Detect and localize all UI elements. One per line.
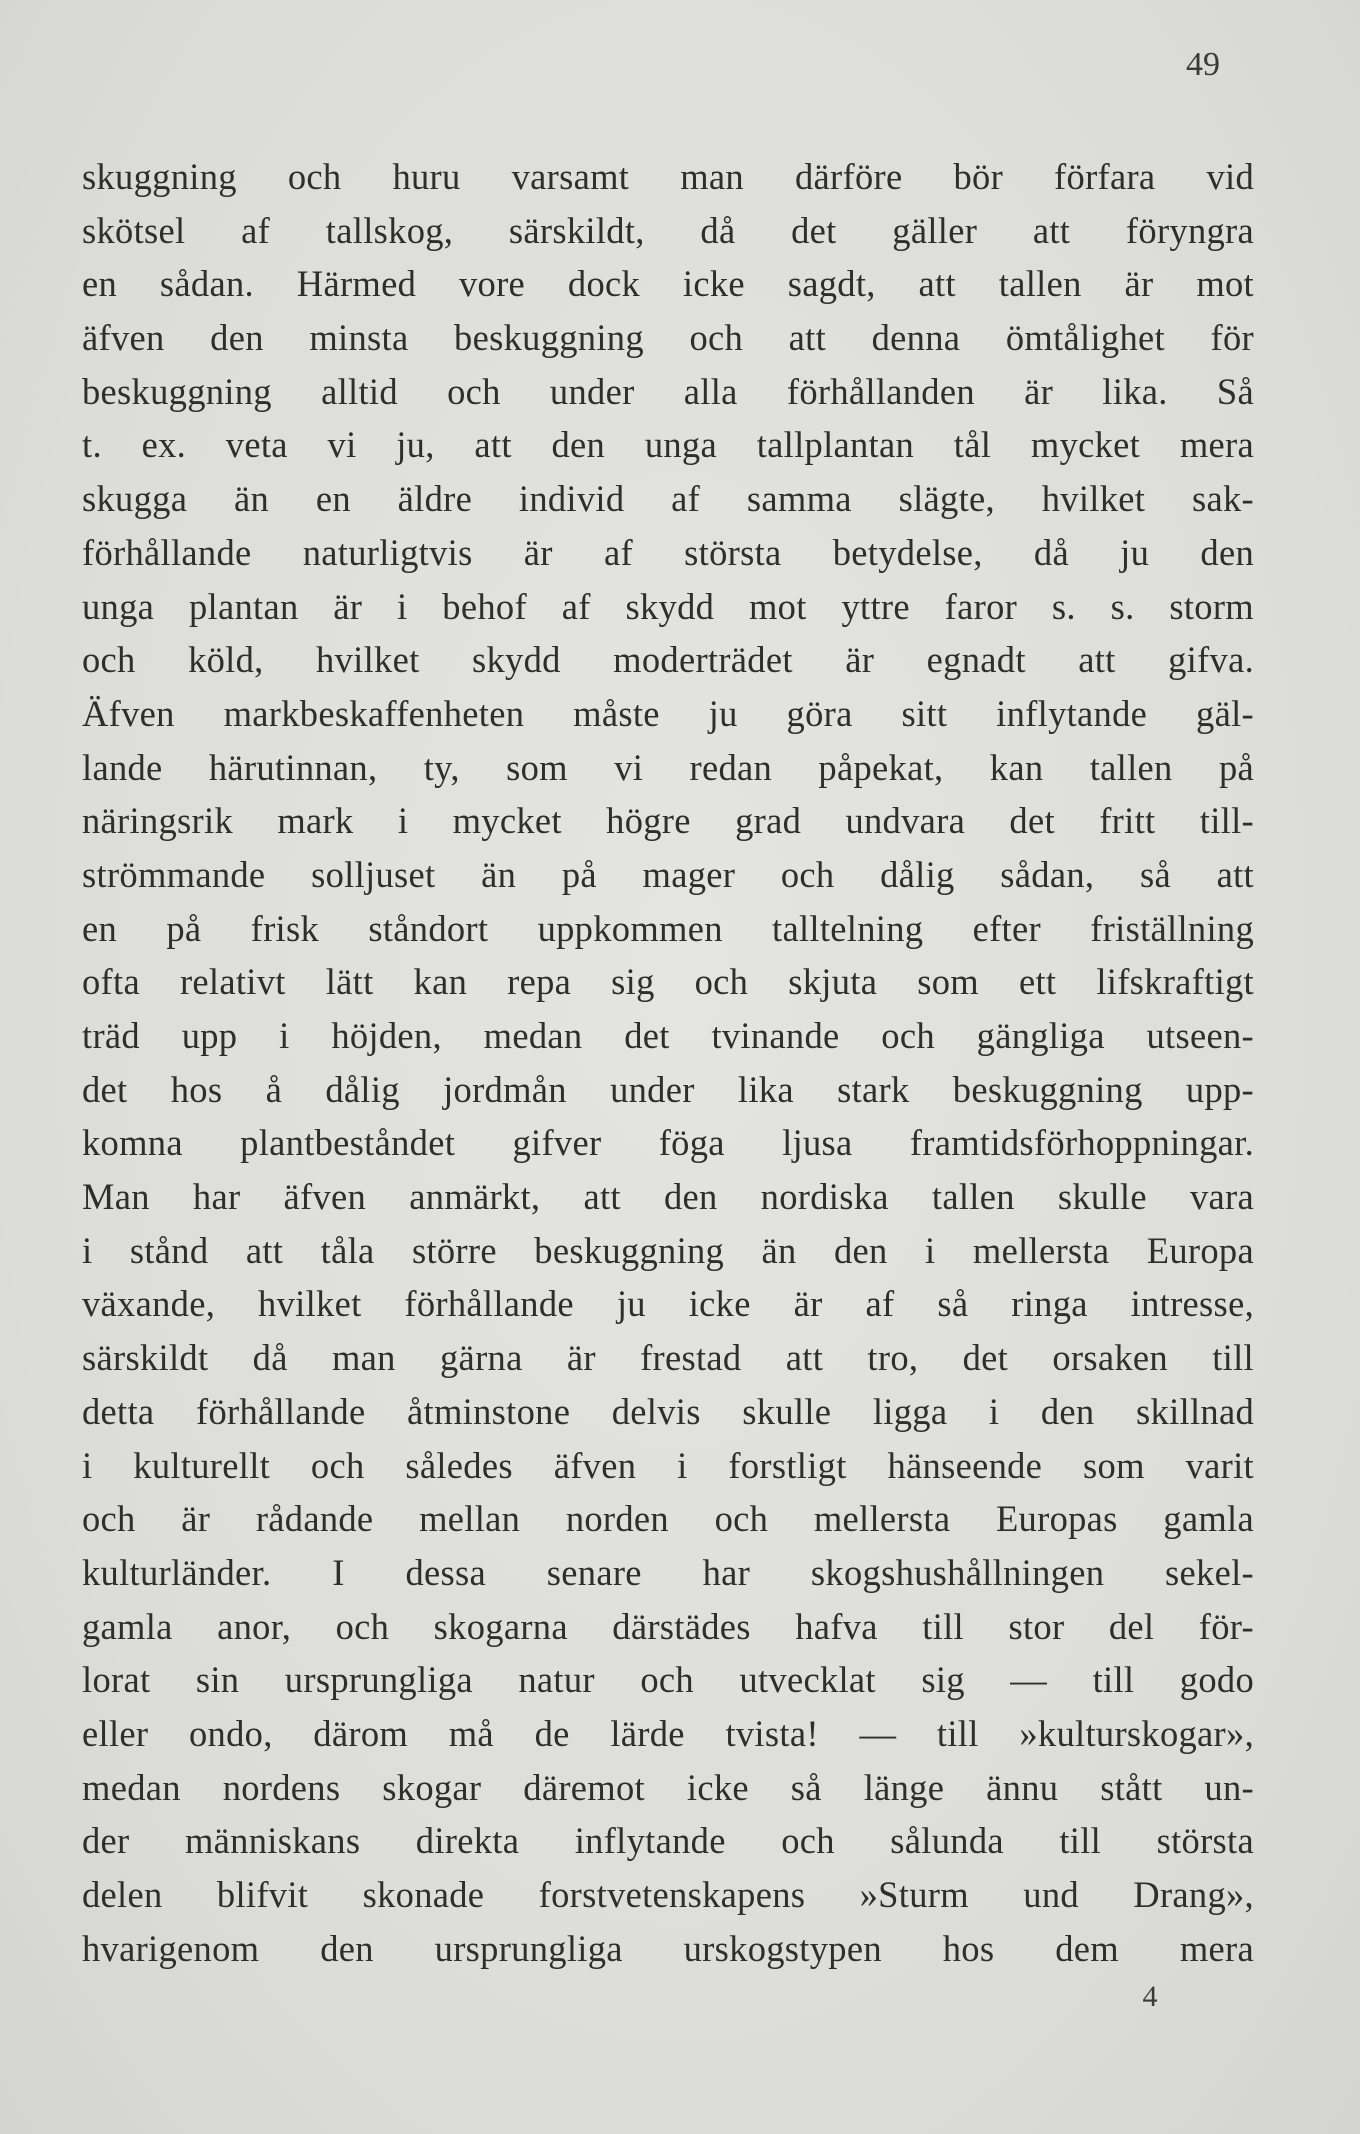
text-line: Man har äfven anmärkt, att den nordiska tallen skulle vara [82,1176,1254,1218]
page-number: 49 [1186,46,1220,83]
text-line: i kulturellt och således äfven i forstligt hänseende som varit [82,1444,1254,1486]
text-line: delen blifvit skonade forstvetenskapens »Sturm und Drang», [82,1874,1254,1915]
text-line: ofta relativt lätt kan repa sig och skjuta som ett lifskraftigt [82,961,1254,1003]
text-line: i stånd att tåla större beskuggning än den i mellersta Europa [82,1229,1254,1271]
text-line: strömmande solljuset än på mager och dålig sådan, så att [82,853,1254,895]
text-line: en på frisk ståndort uppkommen talltelning efter friställning [82,907,1254,949]
text-line: medan nordens skogar däremot icke så länge ännu stått un- [82,1766,1254,1808]
text-line: gamla anor, och skogarna därstädes hafva till stor del för- [82,1605,1254,1647]
text-line: kulturländer. I dessa senare har skogshushållningen sekel- [82,1551,1254,1593]
text-line: träd upp i höjden, medan det tvinande och gängliga utseen- [82,1015,1254,1056]
text-line: växande, hvilket förhållande ju icke är af så ringa intresse, [82,1283,1254,1325]
text-line: beskuggning alltid och under alla förhållanden är lika. Så [82,370,1254,412]
text-line: eller ondo, därom må de lärde tvista! — till »kulturskogar», [82,1712,1254,1754]
text-line: t. ex. veta vi ju, att den unga tallplantan tål mycket mera [82,424,1254,466]
text-line: näringsrik mark i mycket högre grad undvara det fritt till- [82,800,1254,842]
text-line: detta förhållande åtminstone delvis skulle ligga i den skillnad [82,1390,1254,1432]
text-line: det hos å dålig jordmån under lika stark beskuggning upp- [82,1068,1254,1110]
text-line: hvarigenom den ursprungliga urskogstypen hos dem mera [82,1927,1254,1969]
body-text [82,150,1254,1975]
text-line: komna plantbeståndet gifver föga ljusa framtidsförhoppningar. [82,1122,1254,1164]
text-line: skuggning och huru varsamt man därföre bör förfara vid [82,156,1254,197]
text-line: skötsel af tallskog, särskildt, då det gäller att föryngra [82,209,1254,251]
text-line: der människans direkta inflytande och sålunda till största [82,1820,1254,1862]
text-line: förhållande naturligtvis är af största betydelse, då ju den [82,531,1254,573]
text-line: och är rådande mellan norden och mellersta Europas gamla [82,1498,1254,1540]
text-line: skugga än en äldre individ af samma slägte, hvilket sak- [82,478,1254,520]
text-line: och köld, hvilket skydd moderträdet är egnadt att gifva. [82,639,1254,681]
text-line: lande härutinnan, ty, som vi redan påpekat, kan tallen på [82,746,1254,788]
signature-mark: 4 [1142,1980,1158,2013]
text-line: äfven den minsta beskuggning och att denna ömtålighet för [82,317,1254,359]
text-line: lorat sin ursprungliga natur och utvecklat sig — till godo [82,1659,1254,1701]
text-line: en sådan. Härmed vore dock icke sagdt, att tallen är mot [82,263,1254,305]
text-line: unga plantan är i behof af skydd mot yttre faror s. s. storm [82,585,1254,627]
text-line: särskildt då man gärna är frestad att tro, det orsaken till [82,1337,1254,1379]
text-line: Äfven markbeskaffenheten måste ju göra sitt inflytande gäl- [82,692,1254,734]
